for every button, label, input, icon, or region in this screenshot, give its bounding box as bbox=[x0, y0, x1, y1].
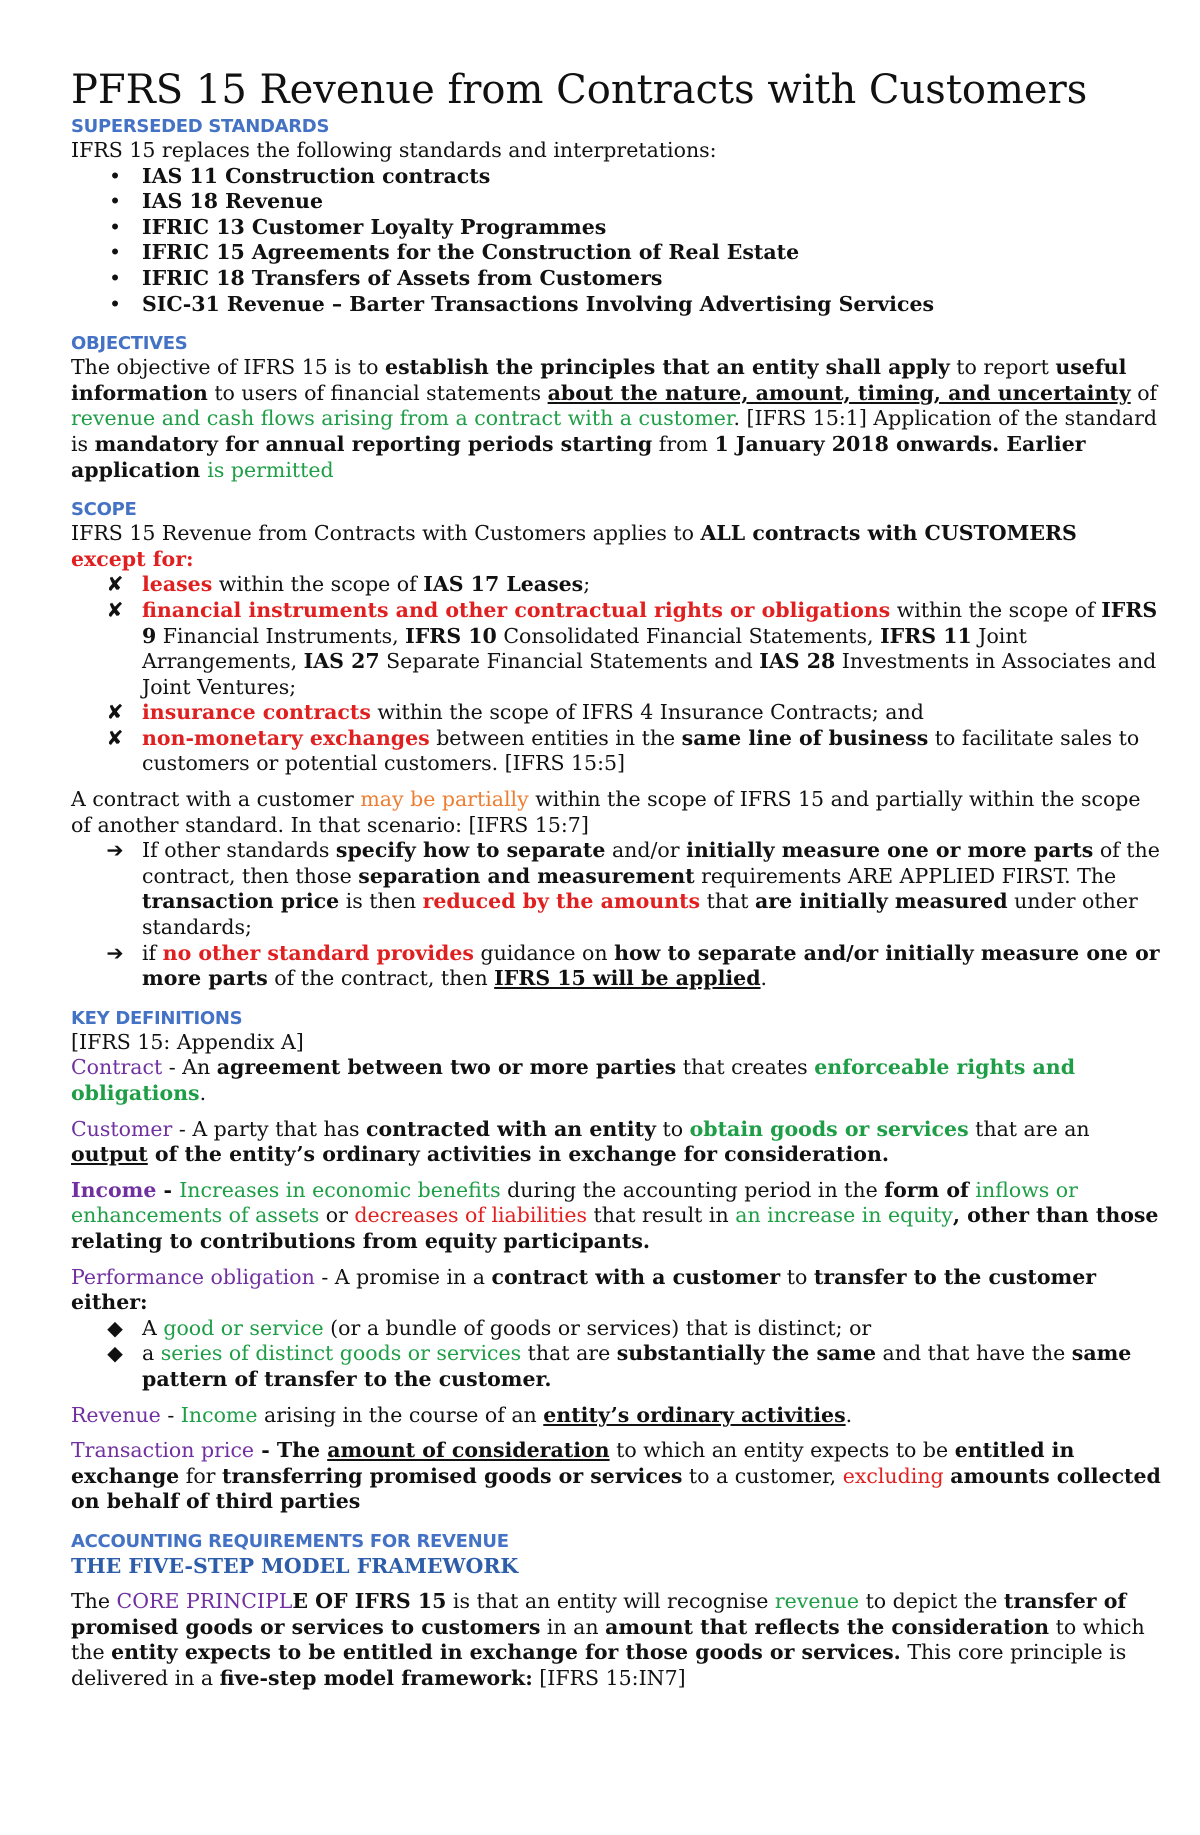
list-item: ✘ insurance contracts within the scope of IFRS 4 Insurance Contracts; and bbox=[71, 700, 1161, 726]
bullet-icon: • bbox=[108, 214, 122, 239]
paragraph: A contract with a customer may be partially within the scope of IFRS 15 and partially within the scope of another standard. In that scenario: [IFRS 15:7] bbox=[71, 787, 1141, 837]
definition-revenue: Revenue - Income arising in the course of an entity’s ordinary activities. bbox=[71, 1402, 853, 1427]
scenario-list bbox=[71, 838, 1161, 992]
cross-icon: ✘ bbox=[106, 725, 124, 750]
definition-contract: Contract - An agreement between two or more parties that creates enforceable rights and obligations. bbox=[71, 1055, 1076, 1105]
document-page bbox=[71, 66, 1161, 1691]
list-item: ➔ If other standards specify how to separate and/or initially measure one or more parts of the contract, then those separation and measurement requirements ARE APPLIED FIRST. The transaction price is then reduced by the amounts that are initially measured under other standards; bbox=[71, 838, 1161, 940]
section-heading: SCOPE bbox=[71, 499, 137, 521]
performance-obligation-list bbox=[71, 1316, 1161, 1393]
section-heading: KEY DEFINITIONS bbox=[71, 1007, 243, 1029]
section-subheading: THE FIVE-STEP MODEL FRAMEWORK bbox=[71, 1553, 519, 1578]
section-heading: SUPERSEDED STANDARDS bbox=[71, 116, 330, 137]
page-title: PFRS 15 Revenue from Contracts with Customers bbox=[71, 67, 1088, 113]
paragraph: [IFRS 15: Appendix A] bbox=[71, 1029, 304, 1054]
definition-income: Income - Increases in economic benefits during the accounting period in the form of inflows or enhancements of assets or decreases of liabilities that result in an increase in equity, other than those relating to contributions from equity participants. bbox=[71, 1177, 1159, 1253]
bullet-icon: • bbox=[108, 163, 122, 188]
section-heading: OBJECTIVES bbox=[71, 333, 188, 355]
list-item: ➔ if no other standard provides guidance on how to separate and/or initially measure one or more parts of the contract, then IFRS 15 will be applied. bbox=[71, 941, 1161, 992]
bullet-icon: • bbox=[108, 265, 122, 290]
section-heading: ACCOUNTING REQUIREMENTS FOR REVENUE bbox=[71, 1530, 509, 1552]
list-item: • IAS 18 Revenue bbox=[71, 189, 1161, 215]
arrow-right-icon: ➔ bbox=[106, 940, 124, 965]
accounting-section bbox=[71, 1531, 1161, 1691]
paragraph: IFRS 15 Revenue from Contracts with Customers applies to ALL contracts with CUSTOMERS bbox=[71, 521, 1077, 546]
list-item: • IAS 11 Construction contracts bbox=[71, 164, 1161, 190]
paragraph: except for: bbox=[71, 546, 194, 571]
list-item: ◆ a series of distinct goods or services that are substantially the same and that have the same pattern of transfer to the customer. bbox=[71, 1341, 1161, 1392]
paragraph: IFRS 15 replaces the following standards and interpretations: bbox=[71, 138, 717, 162]
scope-section bbox=[71, 499, 1161, 992]
bullet-icon: • bbox=[108, 291, 122, 316]
list-item: ◆ A good or service (or a bundle of goods or services) that is distinct; or bbox=[71, 1316, 1161, 1342]
list-item: • IFRIC 13 Customer Loyalty Programmes bbox=[71, 215, 1161, 241]
definition-performance-obligation: Performance obligation - A promise in a contract with a customer to transfer to the customer either: bbox=[71, 1264, 1097, 1315]
definitions-section bbox=[71, 1008, 1161, 1515]
list-item: ✘ leases within the scope of IAS 17 Leases; bbox=[71, 572, 1161, 598]
bullet-icon: • bbox=[108, 240, 122, 265]
diamond-icon: ◆ bbox=[107, 1315, 123, 1340]
list-item: ✘ financial instruments and other contractual rights or obligations within the scope of IFRS 9 Financial Instruments, IFRS 10 Consolidated Financial Statements, IFRS 11 Joint Arrangements, IAS 27 Separate Financial Statements and IAS 28 Investments in Associates and Joint Ventures; bbox=[71, 598, 1161, 700]
cross-icon: ✘ bbox=[106, 597, 124, 622]
bullet-icon: • bbox=[108, 189, 122, 214]
list-item: • SIC-31 Revenue – Barter Transactions Involving Advertising Services bbox=[71, 292, 1161, 318]
diamond-icon: ◆ bbox=[107, 1341, 123, 1366]
paragraph: The CORE PRINCIPLE OF IFRS 15 is that an entity will recognise revenue to depict the transfer of promised goods or services to customers in an amount that reflects the consideration to which the entity expects to be entitled in exchange for those goods or services. This core principle is delivered in a five-step model framework: [IFRS 15:IN7] bbox=[71, 1588, 1145, 1690]
list-item: • IFRIC 18 Transfers of Assets from Customers bbox=[71, 266, 1161, 292]
paragraph: The objective of IFRS 15 is to establish the principles that an entity shall apply to report useful information to users of financial statements about the nature, amount, timing, and uncertainty of revenue and cash flows arising from a contract with a customer. [IFRS 15:1] Application of the standard is mandatory for annual reporting periods starting from 1 January 2018 onwards. Earlier application is permitted bbox=[71, 355, 1158, 482]
list-item: ✘ non-monetary exchanges between entities in the same line of business to facilitate sales to customers or potential customers. [IFRS 15:5] bbox=[71, 726, 1161, 777]
objectives-section bbox=[71, 333, 1161, 483]
cross-icon: ✘ bbox=[106, 700, 124, 725]
exception-list bbox=[71, 572, 1161, 777]
definition-transaction-price: Transaction price - The amount of consideration to which an entity expects to be entitled in exchange for transferring promised goods or services to a customer, excluding amounts collected on behalf of third parties bbox=[71, 1438, 1161, 1514]
superseded-list bbox=[71, 164, 1161, 318]
arrow-right-icon: ➔ bbox=[106, 838, 124, 863]
superseded-section bbox=[71, 116, 1161, 317]
cross-icon: ✘ bbox=[106, 572, 124, 597]
definition-customer: Customer - A party that has contracted with an entity to obtain goods or services that are an output of the entity’s ordinary activities in exchange for consideration. bbox=[71, 1116, 1090, 1167]
list-item: • IFRIC 15 Agreements for the Construction of Real Estate bbox=[71, 240, 1161, 266]
